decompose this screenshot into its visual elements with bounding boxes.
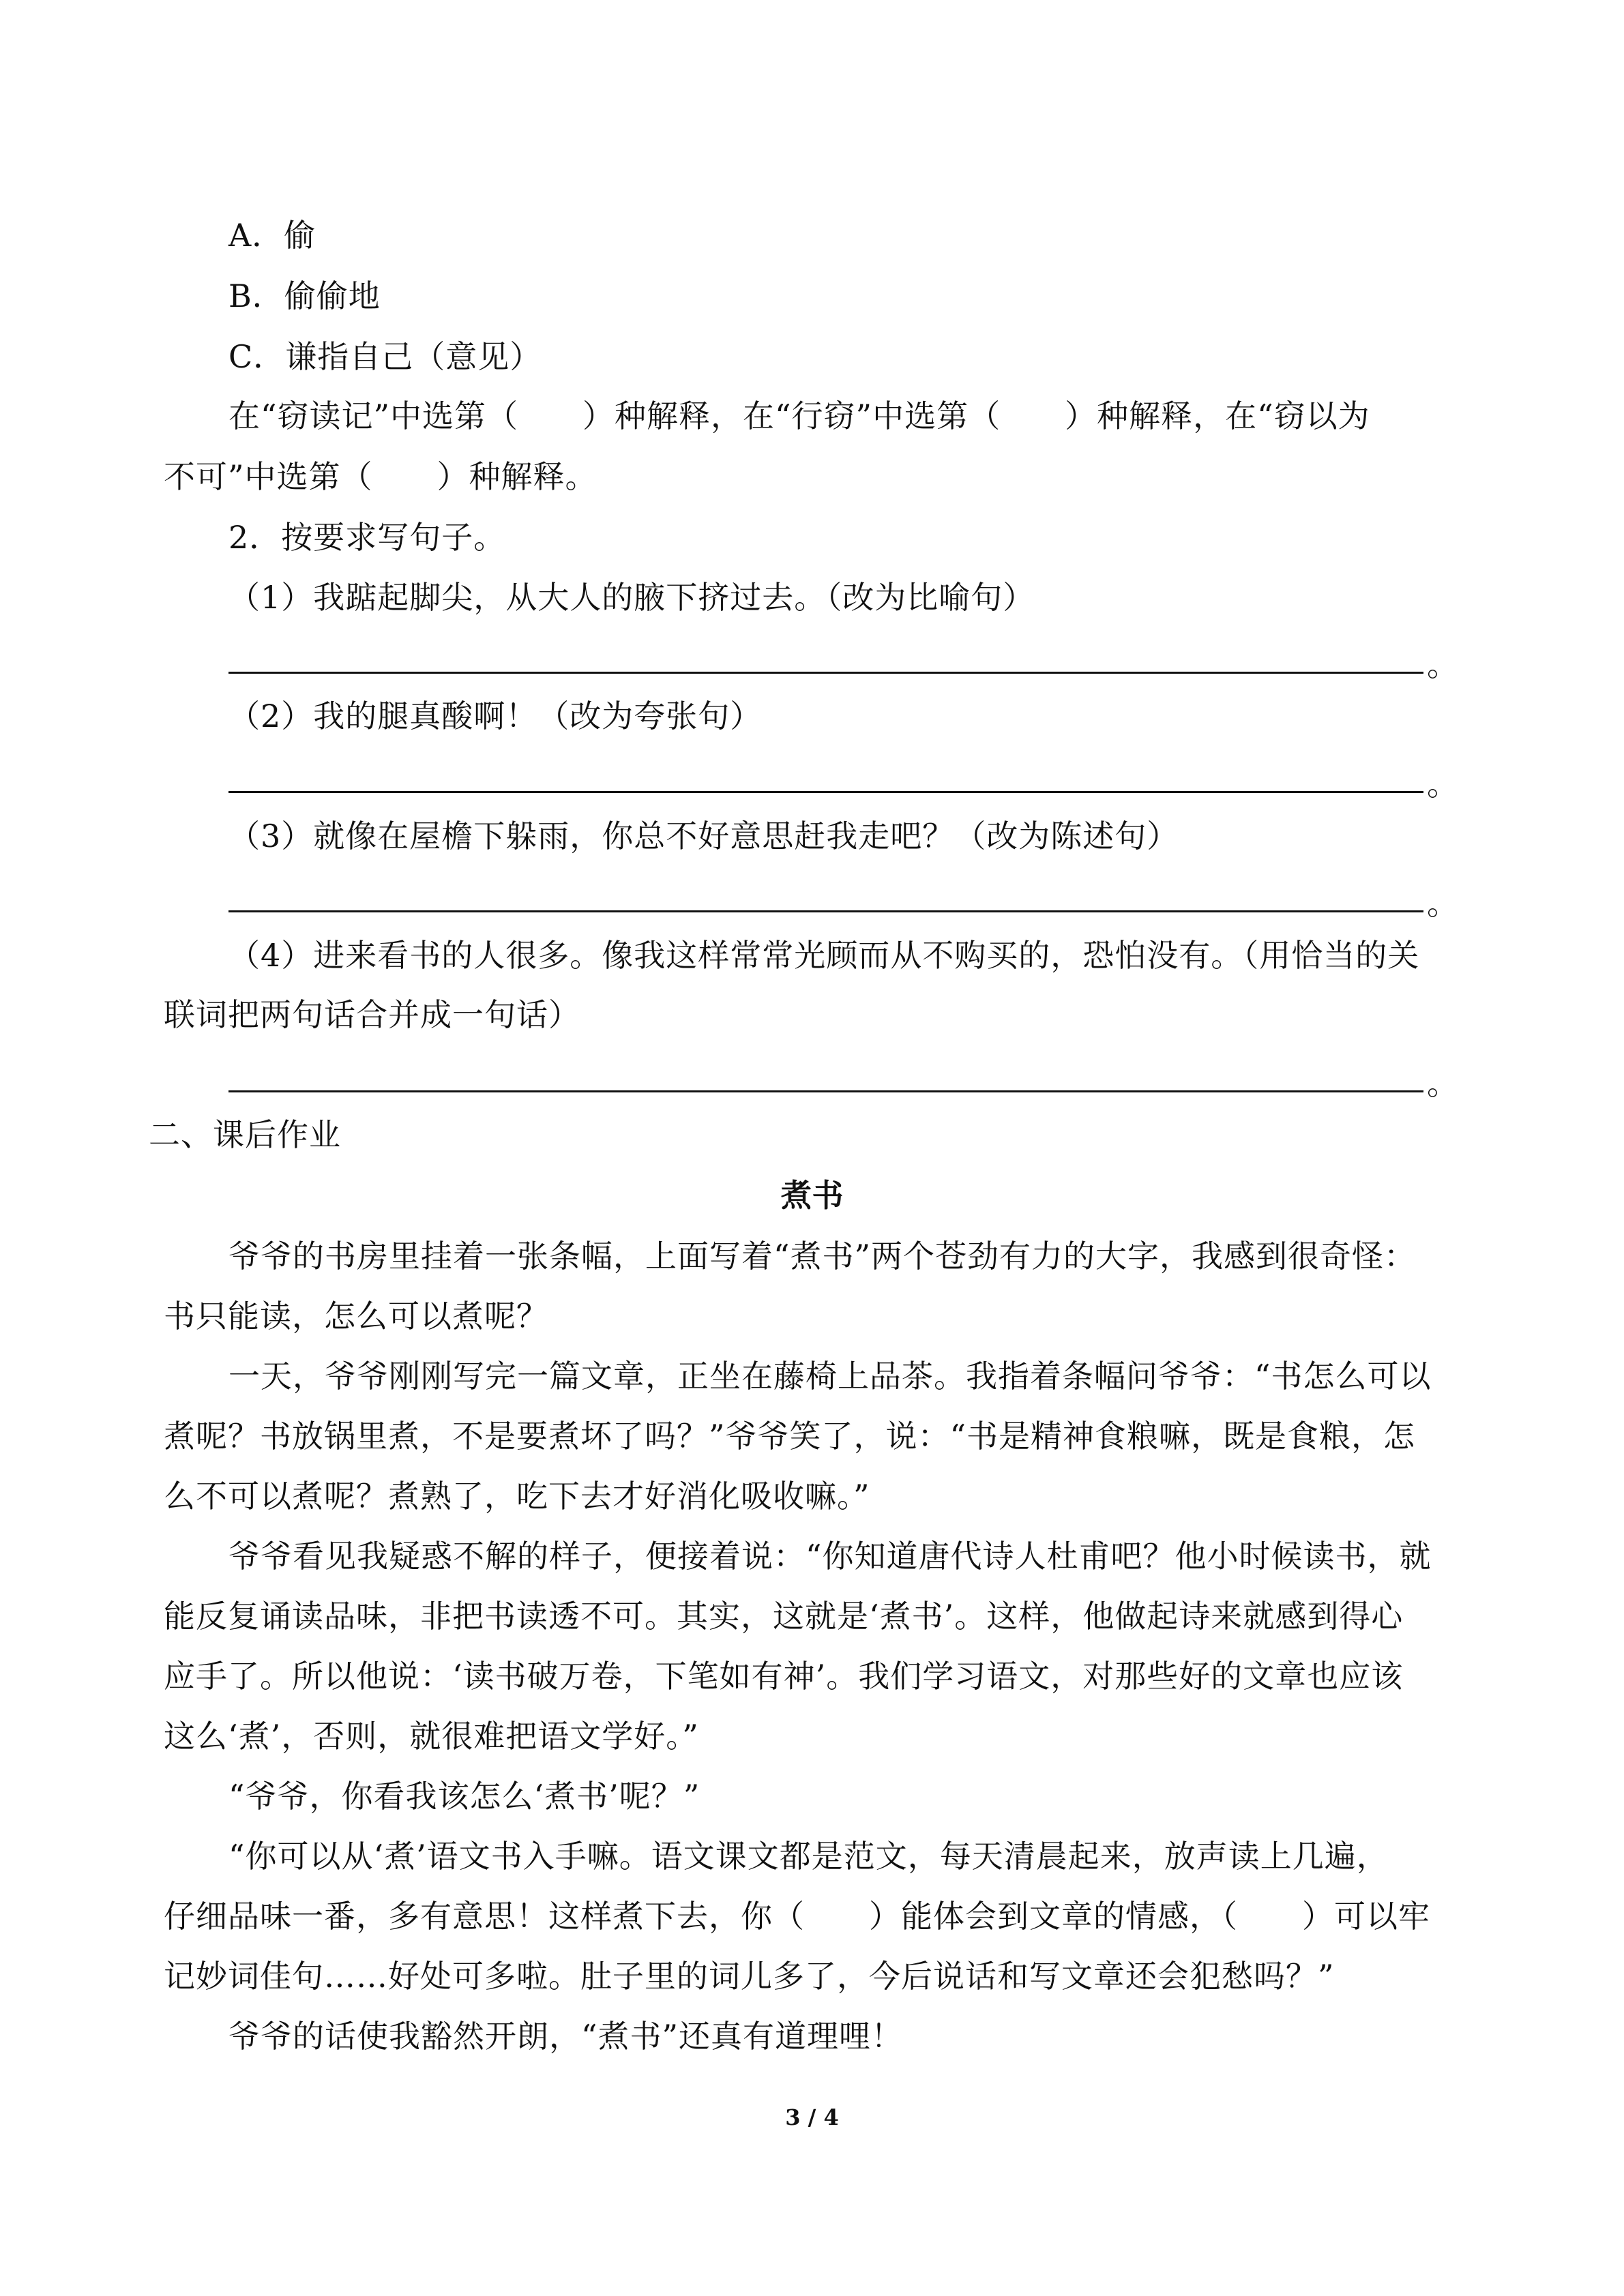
passage-line: 记妙词佳句……好处可多啦。肚子里的词儿多了，今后说话和写文章还会犯愁吗？” [164, 1958, 1335, 1995]
passage-line: 能反复诵读品味，非把书读透不可。其实，这就是‘煮书’。这样，他做起诗来就感到得心 [164, 1598, 1404, 1635]
question2-item3: （3）就像在屋檐下躲雨，你总不好意思赶我走吧？（改为陈述句） [228, 818, 1179, 854]
passage-line: 爷爷的书房里挂着一张条幅，上面写着“煮书”两个苍劲有力的大字，我感到很奇怪： [228, 1238, 1417, 1274]
answer-line-4[interactable] [228, 1090, 1423, 1092]
answer-period-3: 。 [1427, 885, 1458, 922]
answer-line-3[interactable] [228, 910, 1423, 912]
passage-line: “爷爷，你看我该怎么‘煮书’呢？” [228, 1778, 700, 1815]
question1-line2: 不可”中选第（ ）种解释。 [164, 458, 597, 495]
passage-line: 么不可以煮呢？煮熟了，吃下去才好消化吸收嘛。” [164, 1478, 870, 1515]
answer-period-4: 。 [1427, 1065, 1458, 1102]
passage-title: 煮书 [780, 1177, 844, 1214]
page-number: 3 / 4 [785, 2104, 839, 2130]
question1-line1: 在“窃读记”中选第（ ）种解释，在“行窃”中选第（ ）种解释，在“窃以为 [228, 398, 1370, 434]
passage-line: “你可以从‘煮’语文书入手嘛。语文课文都是范文，每天清晨起来，放声读上几遍， [228, 1838, 1389, 1875]
question2-item2: （2）我的腿真酸啊！（改为夸张句） [228, 698, 763, 734]
passage-line: 一天，爷爷刚刚写完一篇文章，正坐在藤椅上品茶。我指着条幅问爷爷：“书怎么可以 [228, 1358, 1432, 1395]
passage-line: 煮呢？书放锅里煮，不是要煮坏了吗？”爷爷笑了，说：“书是精神食粮嘛，既是食粮，怎 [164, 1418, 1416, 1455]
option-c: C．谦指自己（意见） [228, 338, 542, 375]
passage-line: 书只能读，怎么可以煮呢？ [164, 1298, 548, 1335]
passage-line: 仔细品味一番，多有意思！这样煮下去，你（ ）能体会到文章的情感，（ ）可以牢 [164, 1898, 1430, 1935]
passage-line: 爷爷看见我疑惑不解的样子，便接着说：“你知道唐代诗人杜甫吧？他小时候读书，就 [228, 1538, 1432, 1575]
option-a: A．偷 [228, 217, 316, 254]
section-heading-homework: 二、课后作业 [149, 1116, 341, 1153]
passage-line: 爷爷的话使我豁然开朗，“煮书”还真有道理哩！ [228, 2018, 904, 2055]
answer-line-2[interactable] [228, 791, 1423, 793]
answer-period-2: 。 [1427, 766, 1458, 803]
option-b: B．偷偷地 [228, 278, 381, 314]
passage-line: 这么‘煮’，否则，就很难把语文学好。” [164, 1718, 699, 1755]
question2-item1: （1）我踮起脚尖，从大人的腋下挤过去。（改为比喻句） [228, 579, 1035, 616]
question2-item4-line1: （4）进来看书的人很多。像我这样常常光顾而从不购买的，恐怕没有。（用恰当的关 [228, 937, 1420, 974]
passage-line: 应手了。所以他说：‘读书破万卷，下笔如有神’。我们学习语文，对那些好的文章也应该 [164, 1658, 1404, 1695]
question2-heading: 2．按要求写句子。 [228, 519, 506, 556]
answer-line-1[interactable] [228, 672, 1423, 674]
question2-item4-line2: 联词把两句话合并成一句话） [164, 996, 580, 1033]
answer-period-1: 。 [1427, 646, 1458, 683]
